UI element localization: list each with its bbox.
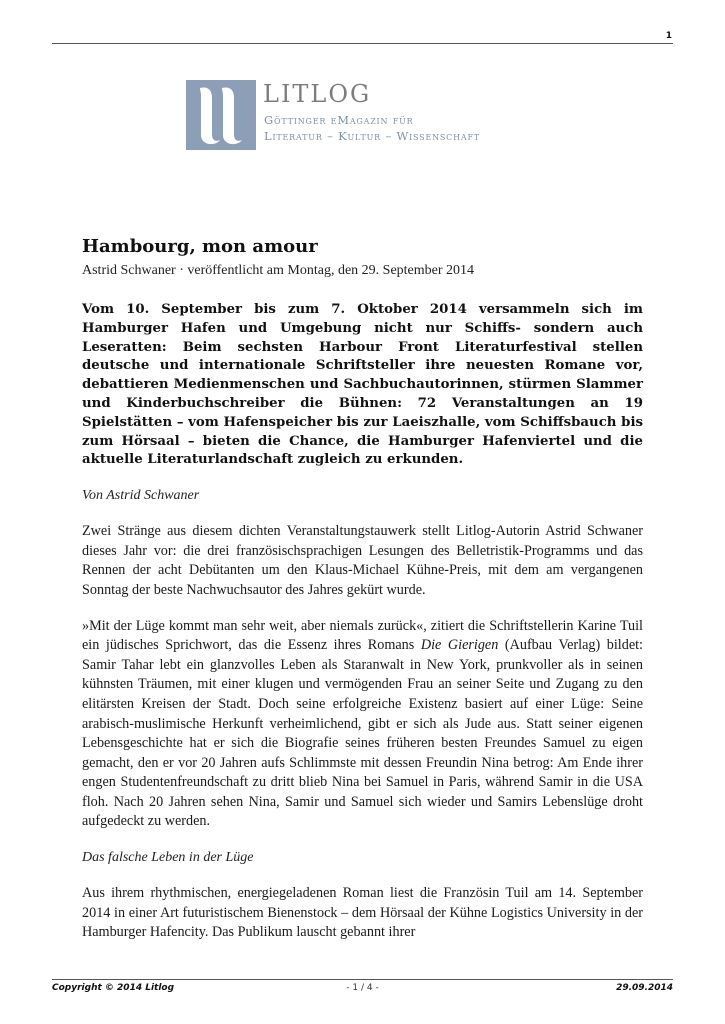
footer-date: 29.09.2014 <box>616 983 673 993</box>
book-title: Die Gierigen <box>420 637 499 654</box>
footer-copyright: Copyright © 2014 Litlog <box>52 983 175 993</box>
litlog-logo <box>186 80 546 152</box>
article <box>82 235 643 943</box>
article-byline: Astrid Schwaner · veröffentlicht am Montag, den 29. September 2014 <box>82 263 475 278</box>
logo-subtitle-line1: Göttinger eMagazin für <box>264 113 414 127</box>
footer-page-count: - 1 / 4 - <box>346 983 379 993</box>
article-title: Hambourg, mon amour <box>82 236 318 257</box>
paragraph-2-text-a: »Mit der Lüge kommt man sehr weit, aber niemals zurück«, zitiert die Schriftstellerin Karine Tuil ein jüdisches Sprichwort, das die Essenz ihres Romans <box>82 617 643 654</box>
logo-subtitle-line2: Literatur – Kultur – Wissenschaft <box>264 129 480 143</box>
paragraph-1: Zwei Stränge aus diesem dichten Veranstaltungstauwerk stellt Litlog-Autorin Astrid Schwaner dieses Jahr vor: die drei französischsprachigen Lesungen des Belletristik-Programms und das Rennen der acht Debütanten um den Klaus-Michael Kühne-Preis, mit dem am vergangenen Sonntag der beste Nachwuchsautor des Jahres gekürt wurde. <box>82 523 643 598</box>
logo-title: LITLOG <box>263 80 372 108</box>
paragraph-2 <box>82 617 643 833</box>
footer-rule <box>52 979 673 980</box>
paragraph-2-text-b: (Aufbau Verlag) bildet: Samir Tahar lebt ein glanzvolles Leben als Staranwalt in New York, prunkvoller als in seinen kühnsten Träumen, mit einer klugen und vermögenden Frau an seiner Seite und Zugang zu den elitärsten Kreisen der Stadt. Doch seine erfolgreiche Existenz basiert auf einer Lüge: Seine arabisch-muslimische Herkunft verheimlichend, gibt er sich als Jude aus. Statt seiner eigenen Lebensgeschichte hat er sich die Biografie seines früheren besten Freundes Samuel zu eigen gemacht, den er vor 20 Jahren aufs Schlimmste mit dessen Freundin Nina betrog: Am Ende ihrer engen Studentenfreundschaft zu dritt blieb Nina bei Samuel in Paris, während Samir in die USA floh. Nach 20 Jahren sehen Nina, Samir und Samuel sich wieder und Samirs Lebenslüge droht aufgedeckt zu werden. <box>82 637 643 830</box>
article-lead: Vom 10. September bis zum 7. Oktober 2014 versammeln sich im Hamburger Hafen und Umgebung nicht nur Schiffs- sondern auch Leseratten: Beim sechsten Harbour Front Literaturfestival stellen deutsche und internationale Schriftsteller ihre neuesten Romane vor, debattieren Medienmenschen und Sachbuchautorinnen, stürmen Slammer und Kinderbuchschreiber die Bühnen: 72 Veranstaltungen an 19 Spielstätten – vom Hafenspeicher bis zur Laeiszhalle, vom Schiffsbauch bis zum Hörsaal – bieten die Chance, die Hamburger Hafenviertel und die aktuelle Literaturlandschaft zugleich zu erkunden. <box>82 302 643 468</box>
header-rule <box>52 43 673 44</box>
section-subhead: Das falsche Leben in der Lüge <box>82 850 254 866</box>
page-footer <box>52 983 673 997</box>
paragraph-3: Aus ihrem rhythmischen, energiegeladenen Roman liest die Französin Tuil am 14. September 2014 in einer Art futuristischem Bienenstock – dem Hörsaal der Kühne Logistics University in der Hamburger Hafencity. Das Publikum lauscht gebannt ihrer <box>82 885 643 941</box>
logo-mark-icon <box>186 80 256 150</box>
page-number: 1 <box>665 31 672 41</box>
author-line: Von Astrid Schwaner <box>82 488 200 504</box>
